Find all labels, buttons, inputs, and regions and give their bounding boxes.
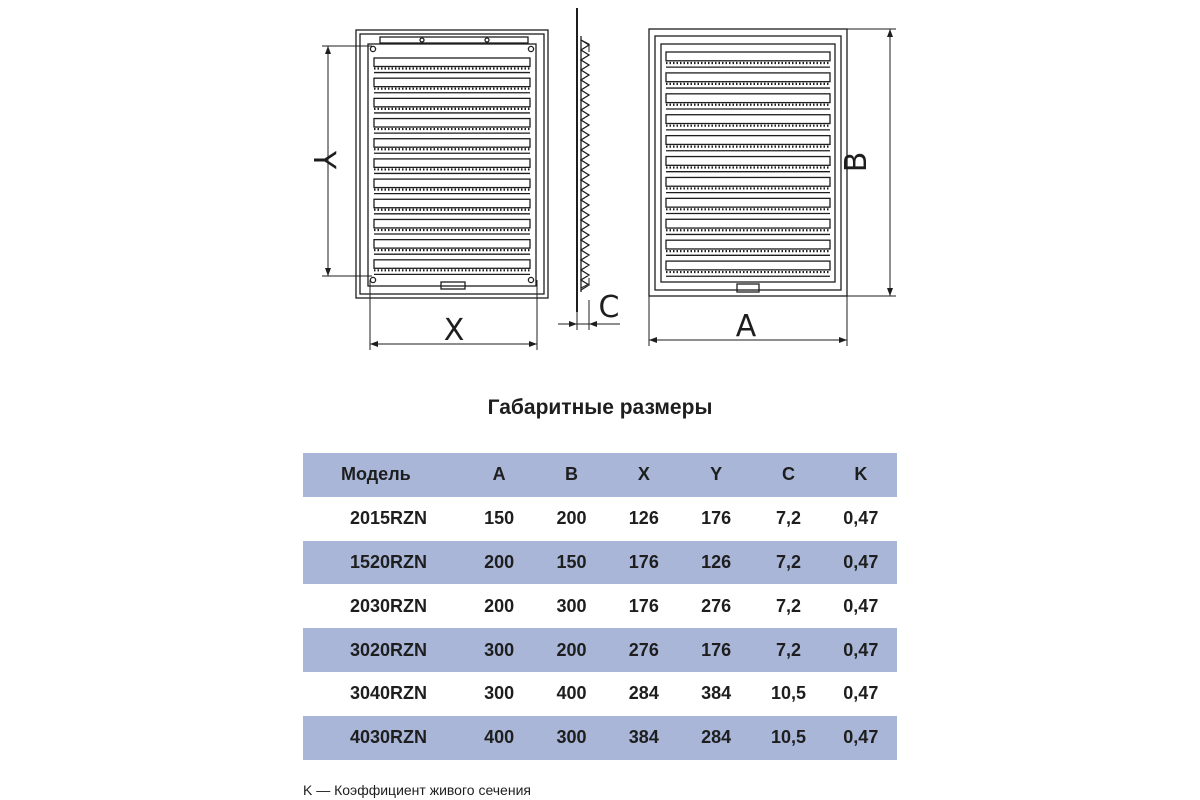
cell-k: 0,47 [843, 508, 879, 529]
column-header-y: Y [710, 464, 723, 485]
table-row [303, 716, 897, 760]
cell-y: 176 [701, 508, 732, 529]
louver-slat [666, 198, 830, 207]
louver-slat [666, 52, 830, 61]
cell-y: 384 [701, 683, 732, 704]
screw-hole [370, 277, 375, 282]
table-row [303, 628, 897, 672]
arrowhead [325, 268, 331, 276]
cell-x: 276 [628, 639, 659, 660]
side-louver-profile [581, 40, 589, 290]
cell-model: 3020RZN [349, 639, 427, 660]
cell-k: 0,47 [843, 727, 879, 748]
table-row [303, 541, 897, 585]
louver-slat [374, 139, 530, 147]
cell-a: 300 [484, 639, 515, 660]
louver-slat [374, 199, 530, 207]
louver-slat [666, 115, 830, 124]
dimension-label-b: B [839, 151, 874, 173]
cell-model: 3040RZN [349, 683, 427, 704]
cell-model: 4030RZN [349, 727, 427, 748]
cell-c: 7,2 [775, 508, 801, 529]
cell-b: 300 [556, 595, 587, 616]
arrowhead [649, 337, 657, 343]
louver-slat [374, 58, 530, 66]
cell-k: 0,47 [843, 639, 879, 660]
cell-y: 126 [701, 551, 732, 572]
cell-c: 10,5 [770, 727, 806, 748]
screw-hole [370, 46, 375, 51]
footnote: K — Коэффициент живого сечения [303, 782, 531, 798]
screw-hole [528, 46, 533, 51]
louver-slat [374, 159, 530, 167]
column-header-b: B [564, 464, 578, 485]
louver-slat [374, 78, 530, 86]
cell-x: 176 [628, 595, 659, 616]
cell-a: 400 [484, 727, 515, 748]
mount-hole [485, 38, 489, 42]
cell-a: 200 [484, 595, 515, 616]
dimensions-table [303, 453, 897, 760]
cell-k: 0,47 [843, 551, 879, 572]
louver-slat [374, 219, 530, 227]
louver-slat [374, 98, 530, 106]
arrowhead [569, 321, 577, 327]
back-view-frame [649, 29, 847, 296]
cell-b: 150 [556, 551, 587, 572]
cell-y: 284 [701, 727, 732, 748]
screw-hole [528, 277, 533, 282]
table-row [303, 672, 897, 716]
arrowhead [839, 337, 847, 343]
louver-slat [666, 177, 830, 186]
dimension-label-y: Y [306, 150, 341, 170]
louver-slat [666, 73, 830, 82]
cell-y: 276 [701, 595, 732, 616]
cell-x: 126 [628, 508, 659, 529]
technical-drawing [0, 0, 1200, 380]
cell-k: 0,47 [843, 595, 879, 616]
arrowhead [887, 29, 893, 37]
louver-slat [374, 119, 530, 127]
table-row [303, 584, 897, 628]
cell-a: 150 [484, 508, 515, 529]
cell-c: 7,2 [775, 595, 801, 616]
arrowhead [370, 341, 378, 347]
cell-model: 1520RZN [349, 551, 427, 572]
louver-slat [374, 260, 530, 268]
grille-panel [661, 44, 835, 282]
louver-slat [374, 240, 530, 248]
cell-a: 300 [484, 683, 515, 704]
louver-slat [666, 219, 830, 228]
cell-x: 384 [628, 727, 659, 748]
arrowhead [325, 46, 331, 54]
cell-x: 284 [628, 683, 659, 704]
cell-c: 10,5 [770, 683, 806, 704]
arrowhead [887, 288, 893, 296]
cell-b: 300 [556, 727, 587, 748]
side-view-profile [577, 8, 589, 312]
arrowhead [529, 341, 537, 347]
dimension-label-c: C [598, 290, 620, 325]
column-header-c: C [781, 464, 795, 485]
column-header-model: Модель [341, 464, 411, 485]
section-title: Габаритные размеры [487, 396, 713, 419]
table-header-row [303, 453, 897, 497]
louver-slat [666, 240, 830, 249]
arrowhead [589, 321, 597, 327]
top-rail [380, 37, 528, 43]
dimension-label-x: X [443, 313, 465, 348]
cell-b: 200 [556, 508, 587, 529]
cell-y: 176 [701, 639, 732, 660]
louver-slat [374, 179, 530, 187]
mount-hole [420, 38, 424, 42]
column-header-k: K [854, 464, 868, 485]
louver-slat [666, 94, 830, 103]
column-header-x: X [637, 464, 650, 485]
louver-slat [666, 261, 830, 270]
cell-b: 200 [556, 639, 587, 660]
cell-c: 7,2 [775, 639, 801, 660]
cell-x: 176 [628, 551, 659, 572]
louver-slat [666, 157, 830, 166]
cell-a: 200 [484, 551, 515, 572]
dimension-label-a: A [735, 309, 757, 344]
column-header-a: A [492, 464, 506, 485]
bottom-latch [737, 284, 759, 292]
cell-model: 2030RZN [349, 595, 427, 616]
cell-b: 400 [556, 683, 587, 704]
cell-k: 0,47 [843, 683, 879, 704]
frame-outer [356, 30, 548, 298]
table-row [303, 497, 897, 541]
front-view-grille [356, 30, 548, 298]
cell-model: 2015RZN [349, 508, 427, 529]
cell-c: 7,2 [775, 551, 801, 572]
louver-slat [666, 136, 830, 145]
